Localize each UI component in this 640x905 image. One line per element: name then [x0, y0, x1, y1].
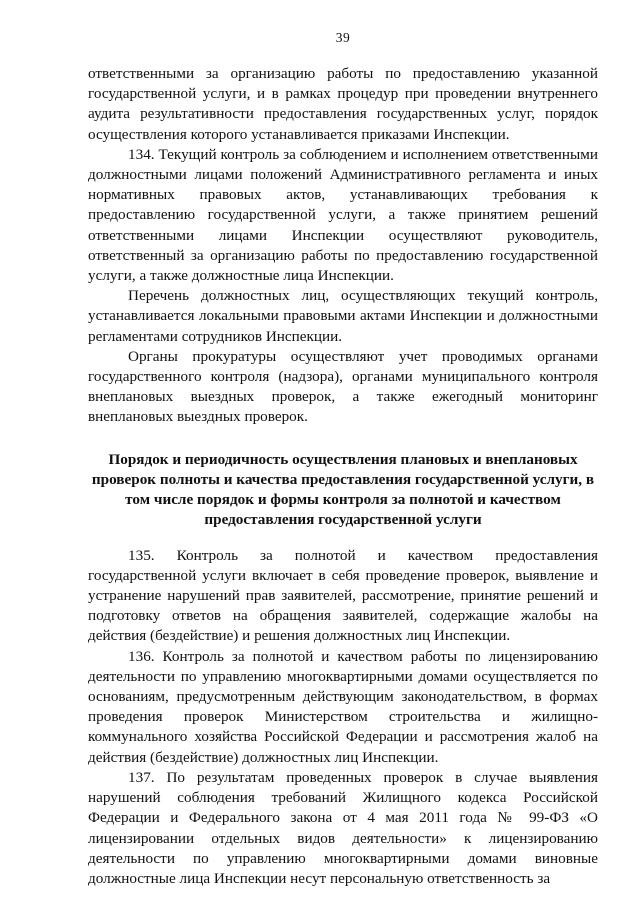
paragraph-officials-list: Перечень должностных лиц, осуществляющих текущий контроль, устанавливается локальными правовыми актами Инспекции и должностными регламентами сотрудников Инспекции. [88, 287, 598, 345]
section-heading: Порядок и периодичность осуществления плановых и внеплановых проверок полноты и качества предоставления государственной услуги, в том числе порядок и формы контроля за полнотой и качеством предоставления государственной услуги [91, 450, 595, 528]
paragraph-136: 136. Контроль за полнотой и качеством работы по лицензированию деятельности по управлению многоквартирными домами осуществляется по основаниям, предусмотренным действующим законодательством, в формах проведения проверок Министерством строительства и жилищно-коммунального хозяйства Российской Федерации и рассмотрения жалоб на действия (бездействие) должностных лиц Инспекции. [88, 647, 598, 766]
paragraph-135: 135. Контроль за полнотой и качеством предоставления государственной услуги включает в себя проведение проверок, выявление и устранение нарушений прав заявителей, рассмотрение, принятие решений и подготовку ответов на обращения заявителей, содержащие жалобы на действия (бездействие) и решения должностных лиц Инспекции. [88, 546, 598, 645]
paragraph-137: 137. По результатам проведенных проверок в случае выявления нарушений соблюдения требований Жилищного кодекса Российской Федерации и Федерального закона от 4 мая 2011 года № 99-ФЗ «О лицензировании отдельных видов деятельности» к лицензированию деятельности по управлению многоквартирными домами виновные должностные лица Инспекции несут персональную ответственность за [88, 768, 598, 887]
paragraph-continuation: ответственными за организацию работы по предоставлению указанной государственной услуги, и в рамках процедур при проведении внутреннего аудита результативности предоставления государственных услуг, порядок осуществления которого устанавливается приказами Инспекции. [88, 65, 598, 143]
page-number: 39 [335, 30, 351, 45]
paragraph-134: 134. Текущий контроль за соблюдением и исполнением ответственными должностными лицами положений Административного регламента и иных нормативных правовых актов, устанавливающих требования к предоставлению государственной услуги, а также принятием решений ответственными лицами Инспекции осуществляют руководитель, ответственный за организацию работы по предоставлению государственной услуги, а также должностные лица Инспекции. [88, 145, 598, 285]
paragraph-prosecutor: Органы прокуратуры осуществляют учет проводимых органами государственного контроля (надзора), органами муниципального контроля внеплановых выездных проверок, а также ежегодный мониторинг внеплановых выездных проверок. [88, 347, 598, 426]
